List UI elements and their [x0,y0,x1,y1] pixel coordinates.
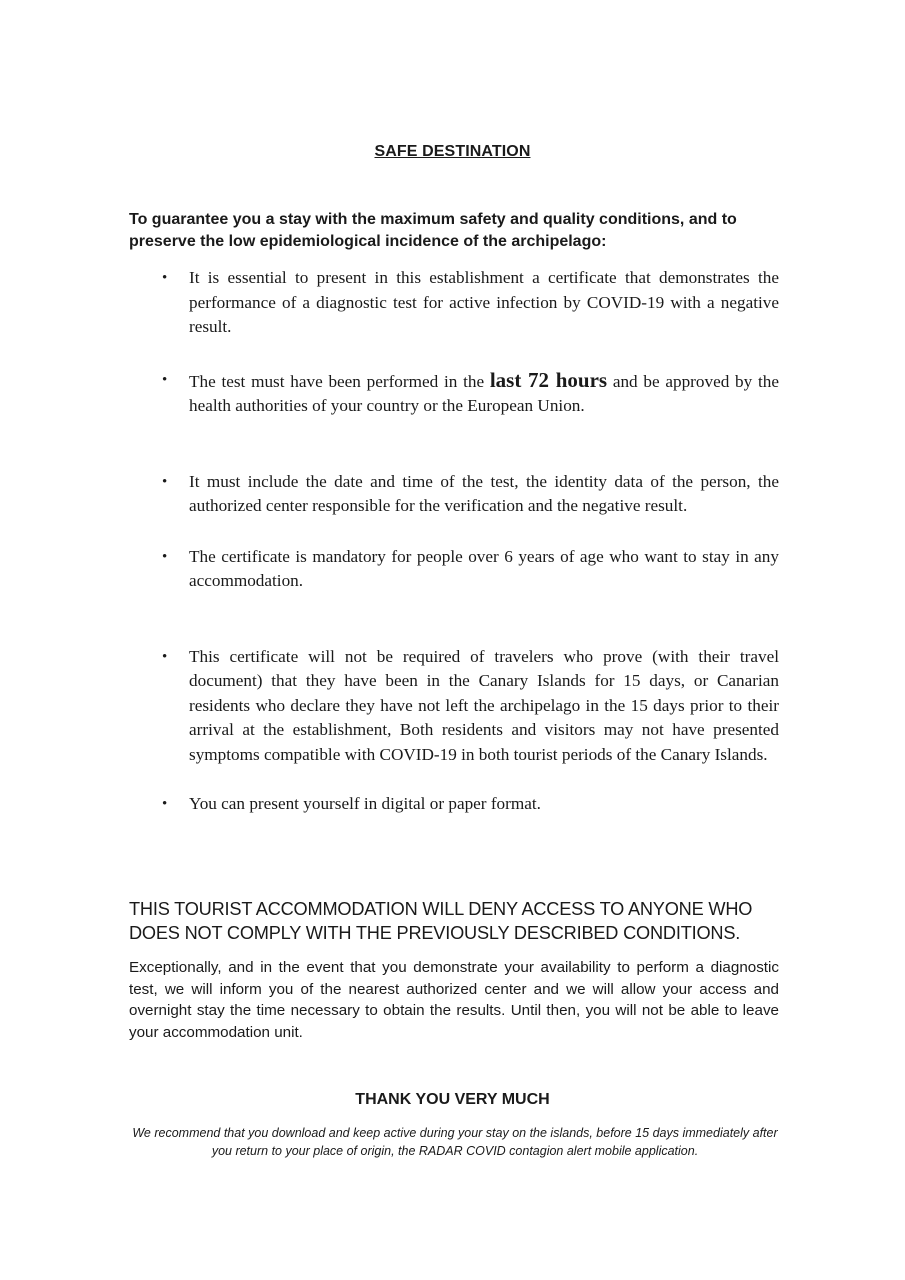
deny-access-notice: THIS TOURIST ACCOMMODATION WILL DENY ACCESS TO ANYONE WHO DOES NOT COMPLY WITH THE PREVIOUSLY DESCRIBED CONDITIONS. [129,899,753,943]
page-title: SAFE DESTINATION [374,143,531,160]
exception-paragraph: Exceptionally, and in the event that you demonstrate your availability to perform a diagnostic test, we will inform you of the nearest authorized center and we will allow your access and overnight stay the time necessary to obtain the results. Until then, you will not be able to leave your accommodation unit. [129,959,779,1041]
requirements-list [129,266,779,817]
list-item: • It is essential to present in this establishment a certificate that demonstrates the performance of a diagnostic test for active infection by COVID-19 with a negative result. [129,266,779,340]
list-item: • It must include the date and time of the test, the identity data of the person, the authorized center responsible for the verification and the negative result. [129,470,779,519]
list-item-text: and be approved by the health authorities of your country or the European Union. [189,371,779,415]
recommendation-note: We recommend that you download and keep active during your stay on the islands, before 15 days immediately after you return to your place of origin, the RADAR COVID contagion alert mobile application. [132,1126,778,1158]
list-item: • You can present yourself in digital or paper format. [129,792,779,817]
list-item-text: The test must have been performed in the [189,371,490,391]
list-item: • The certificate is mandatory for people over 6 years of age who want to stay in any accommodation. [129,545,779,594]
thanks-heading: THANK YOU VERY MUCH [355,1091,550,1108]
list-item [129,368,779,419]
emphasis-text: last 72 hours [489,367,608,392]
intro-paragraph: To guarantee you a stay with the maximum safety and quality conditions, and to preserve the low epidemiological incidence of the archipelago: [129,211,737,250]
list-item: • This certificate will not be required of travelers who prove (with their travel document) that they have been in the Canary Islands for 15 days, or Canarian residents who declare they have not left the archipelago in the 15 days prior to their arrival at the establishment, Both residents and visitors may not have presented symptoms compatible with COVID-19 in both tourist periods of the Canary Islands. [129,645,779,768]
